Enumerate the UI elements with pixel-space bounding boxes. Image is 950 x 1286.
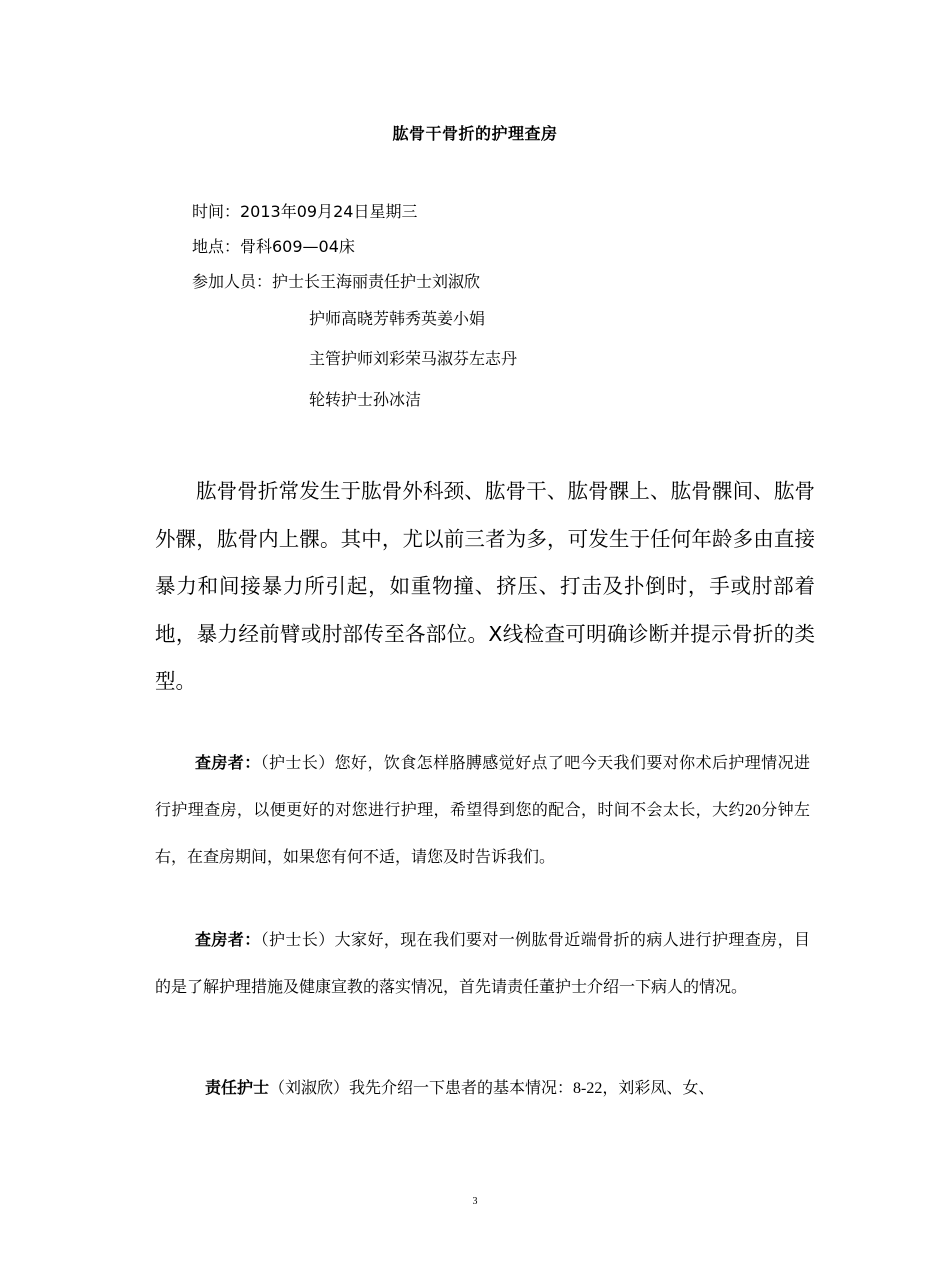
intro-paragraph: 肱骨骨折常发生于肱骨外科颈、肱骨干、肱骨髁上、肱骨髁间、肱骨外髁，肱骨内上髁。其中，尤以前三者为多，可发生于任何年龄多由直接暴力和间接暴力所引起，如重物撞、挤压、打击及扑倒时，手或肘部着地，暴力经前臂或肘部传至各部位。X线检查可明确诊断并提示骨折的类型。 [155, 479, 815, 693]
meta-participants-nurses: 护师高晓芳韩秀英姜小娟 [309, 309, 486, 328]
meta-place: 地点：骨科609—04床 [192, 237, 355, 256]
dialog-paragraph-3 [205, 1075, 714, 1098]
dialog-text: （护士长）大家好，现在我们要对一例肱骨近端骨折的病人进行护理查房，目的是了解护理措施及健康宣教的落实情况，首先请责任董护士介绍一下病人的情况。 [155, 932, 810, 996]
meta-participants-supervisors: 主管护师刘彩荣马淑芬左志丹 [309, 349, 518, 368]
dialog-text: （刘淑欣）我先介绍一下患者的基本情况：8-22，刘彩凤、女、 [269, 1080, 715, 1097]
dialog-speaker: 查房者： [195, 755, 261, 772]
dialog-speaker: 查房者： [195, 932, 261, 949]
dialog-paragraph-1 [155, 740, 810, 881]
dialog-text: （护士长）您好，饮食怎样胳膊感觉好点了吧今天我们要对你术后护理情况进行护理查房，以便更好的对您进行护理，希望得到您的配合，时间不会太长，大约20分钟左右，在查房期间，如果您有何不适，请您及时告诉我们。 [155, 755, 810, 866]
dialog-paragraph-2 [155, 917, 810, 1011]
meta-time: 时间：2013年09月24日星期三 [192, 202, 418, 221]
page-number: 3 [472, 1196, 478, 1207]
meta-participants: 参加人员：护士长王海丽责任护士刘淑欣 [192, 272, 481, 291]
dialog-speaker: 责任护士 [205, 1080, 270, 1097]
document-title: 肱骨干骨折的护理查房 [392, 124, 558, 143]
meta-participants-rotation: 轮转护士孙冰洁 [309, 390, 422, 409]
